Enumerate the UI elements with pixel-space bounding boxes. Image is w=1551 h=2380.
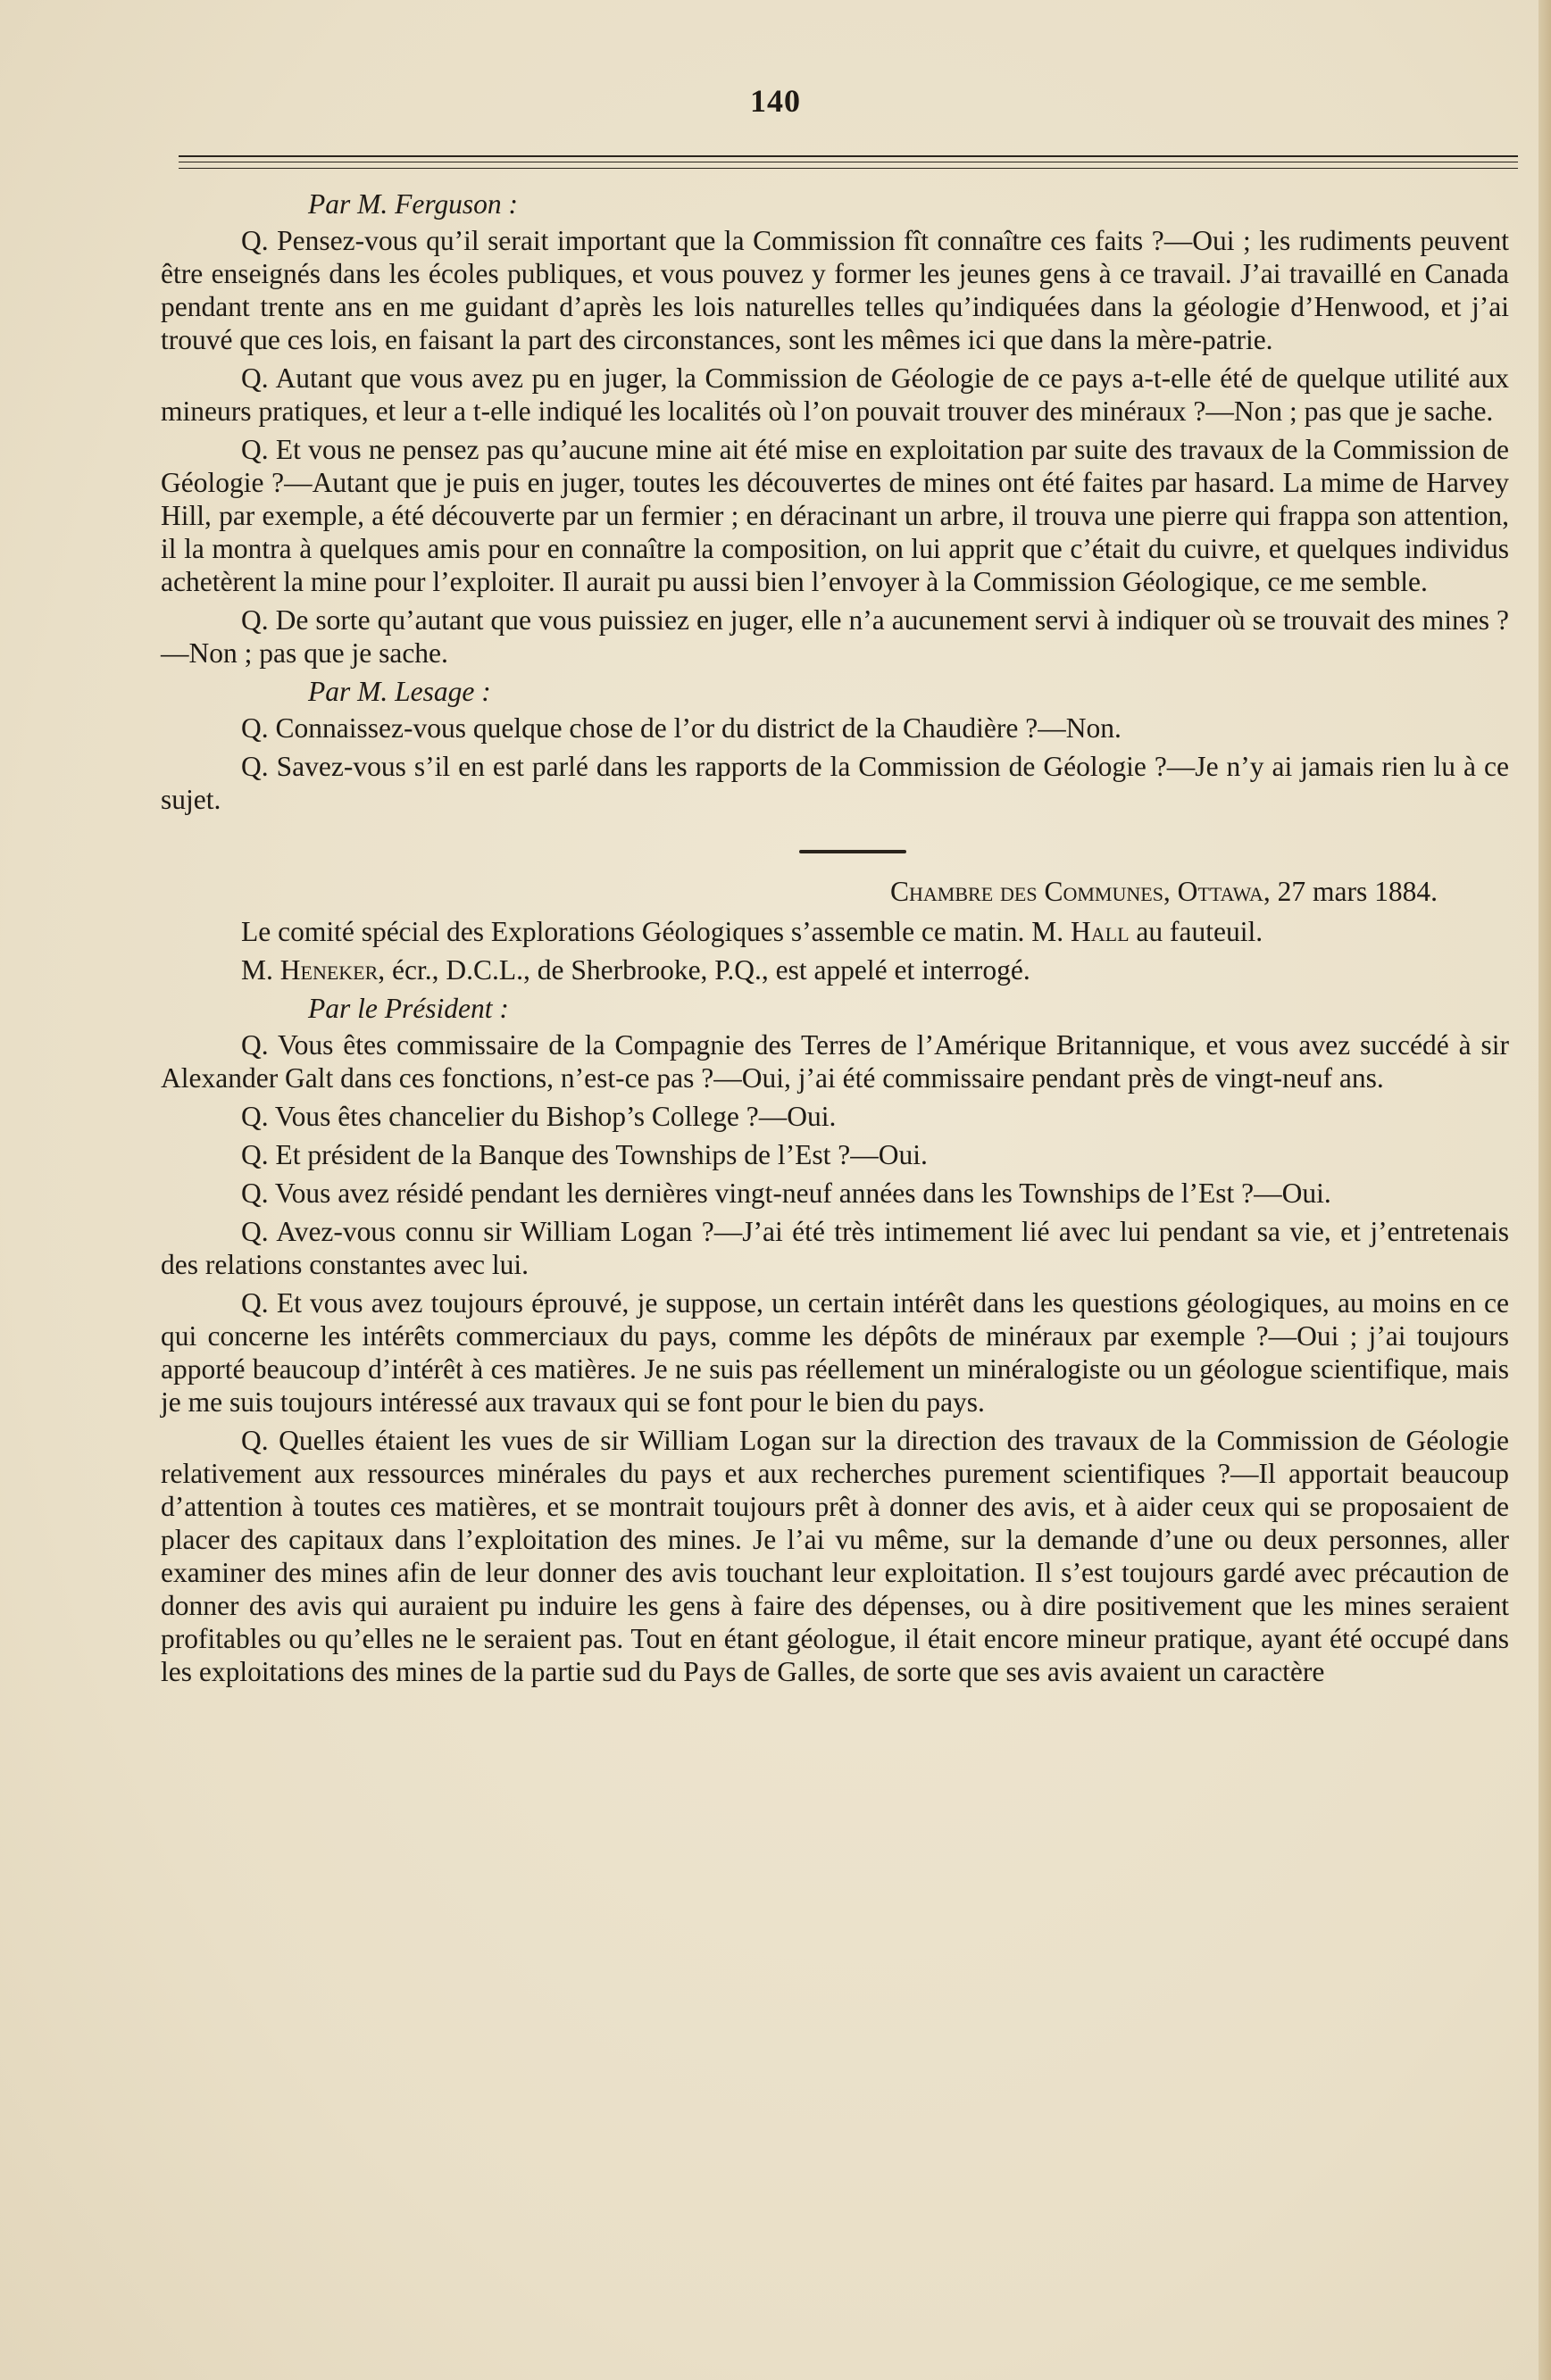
intro-text: Le comité spécial des Explorations Géologiques s’assemble ce matin. M. xyxy=(241,916,1072,947)
speaker-ferguson: Par M. Ferguson : xyxy=(308,188,519,220)
speaker-lesage: Par M. Lesage : xyxy=(308,676,491,707)
question-paragraph: Q. Et président de la Banque des Townships de l’Est ?—Oui. xyxy=(241,1139,928,1170)
question-paragraph: Q. Et vous avez toujours éprouvé, je suppose, un certain intérêt dans les questions géologiques, au moins en ce qui concerne les intérêts commerciaux du pays, comme les dépôts de minéraux par exemple ?—Oui ; j’ai toujours apporté beaucoup d’intérêt à ces matières. Je ne suis pas réellement un minéralogiste ou un géologue scientifique, mais je me suis toujours intéressé aux travaux qui se font pour le bien du pays. xyxy=(161,1287,1509,1418)
question-paragraph: Q. Connaissez-vous quelque chose de l’or du district de la Chaudière ?—Non. xyxy=(241,712,1122,744)
header-rule xyxy=(179,168,1518,169)
page-edge-shadow xyxy=(1538,0,1551,2380)
question-paragraph: Q. Savez-vous s’il en est parlé dans les rapports de la Commission de Géologie ?—Je n’y ai jamais rien lu à ce sujet. xyxy=(161,751,1509,815)
question-paragraph: Q. Vous avez résidé pendant les dernières vingt-neuf années dans les Townships de l’Est ?—Oui. xyxy=(241,1178,1331,1209)
body-text xyxy=(161,187,1509,1693)
question-paragraph: Q. Vous êtes chancelier du Bishop’s College ?—Oui. xyxy=(241,1101,837,1132)
header-rule xyxy=(179,155,1518,157)
speaker-president: Par le Président : xyxy=(308,993,509,1024)
question-paragraph: Q. Vous êtes commissaire de la Compagnie des Terres de l’Amérique Britannique, et vous avez succédé à sir Alexander Galt dans ces fonctions, n’est-ce pas ?—Oui, j’ai été commissaire pendant près de vingt-neuf ans. xyxy=(161,1029,1509,1094)
witness-details: , écr., D.C.L., de Sherbrooke, P.Q., est appelé et interrogé. xyxy=(378,954,1030,986)
question-paragraph: Q. Et vous ne pensez pas qu’aucune mine ait été mise en exploitation par suite des travaux de la Commission de Géologie ?—Autant que je puis en juger, toutes les découvertes de mines ont été faites par hasard. La mime de Harvey Hill, par exemple, a été découverte par un fermier ; en déracinant un arbre, il trouva une pierre qui frappa son attention, il la montra à quelques amis pour en connaître la composition, on lui apprit que c’était du cuivre, et quelques individus achetèrent la mine pour l’exploiter. Il aurait pu aussi bien l’envoyer à la Commission Géologique, ce me semble. xyxy=(161,434,1509,597)
question-paragraph: Q. Avez-vous connu sir William Logan ?—J’ai été très intimement lié avec lui pendant sa vie, et j’entretenais des relations constantes avec lui. xyxy=(161,1216,1509,1280)
witness-prefix: M. xyxy=(241,954,280,986)
dateline xyxy=(161,875,1509,908)
dateline-date: 27 mars 1884. xyxy=(1277,876,1438,907)
section-divider xyxy=(799,850,906,853)
dateline-place: Chambre des Communes, Ottawa, xyxy=(890,876,1271,907)
question-paragraph: Q. De sorte qu’autant que vous puissiez en juger, elle n’a aucunement servi à indiquer où se trouvait des mines ?—Non ; pas que je sache. xyxy=(161,604,1509,669)
committee-intro xyxy=(161,915,1509,948)
page-number: 140 xyxy=(750,83,801,119)
witness-name: Heneker xyxy=(279,954,379,986)
question-paragraph: Q. Pensez-vous qu’il serait important que la Commission fît connaître ces faits ?—Oui ; les rudiments peuvent être enseignés dans les écoles publiques, et vous pouvez y former les jeunes gens à ce travail. J’ai travaillé en Canada pendant trente ans en me guidant d’après les lois naturelles telles qu’indiquées dans la géologie d’Henwood, et j’ai trouvé que ces lois, en faisant la part des circonstances, sont les mêmes ici que dans la mère-patrie. xyxy=(161,225,1509,355)
witness-called xyxy=(161,953,1509,986)
question-paragraph: Q. Autant que vous avez pu en juger, la Commission de Géologie de ce pays a-t-elle été de quelque utilité aux mineurs pratiques, et leur a t-elle indiqué les localités où l’on pouvait trouver des minéraux ?—Non ; pas que je sache. xyxy=(161,362,1509,427)
intro-text-end: au fauteuil. xyxy=(1129,916,1263,947)
question-paragraph: Q. Quelles étaient les vues de sir William Logan sur la direction des travaux de la Commission de Géologie relativement aux ressources minérales du pays et aux recherches purement scientifiques ?—Il apportait beaucoup d’attention à toutes ces matières, et se montrait toujours prêt à donner des avis, et à aider ceux qui se proposaient de placer des capitaux dans l’exploitation des mines. Je l’ai vu même, sur la demande d’une ou deux personnes, aller examiner des mines afin de leur donner des avis touchant leur exploitation. Il s’est toujours gardé avec précaution de donner des avis qui auraient pu induire les gens à faire des dépenses, ou à dire positivement que les mines seraient profitables ou qu’elles ne le seraient pas. Tout en étant géologue, il était encore mineur pratique, ayant été occupé dans les exploitations des mines de la partie sud du Pays de Galles, de sorte que ses avis avaient un caractère xyxy=(161,1425,1509,1687)
chair-name: Hall xyxy=(1071,916,1130,947)
